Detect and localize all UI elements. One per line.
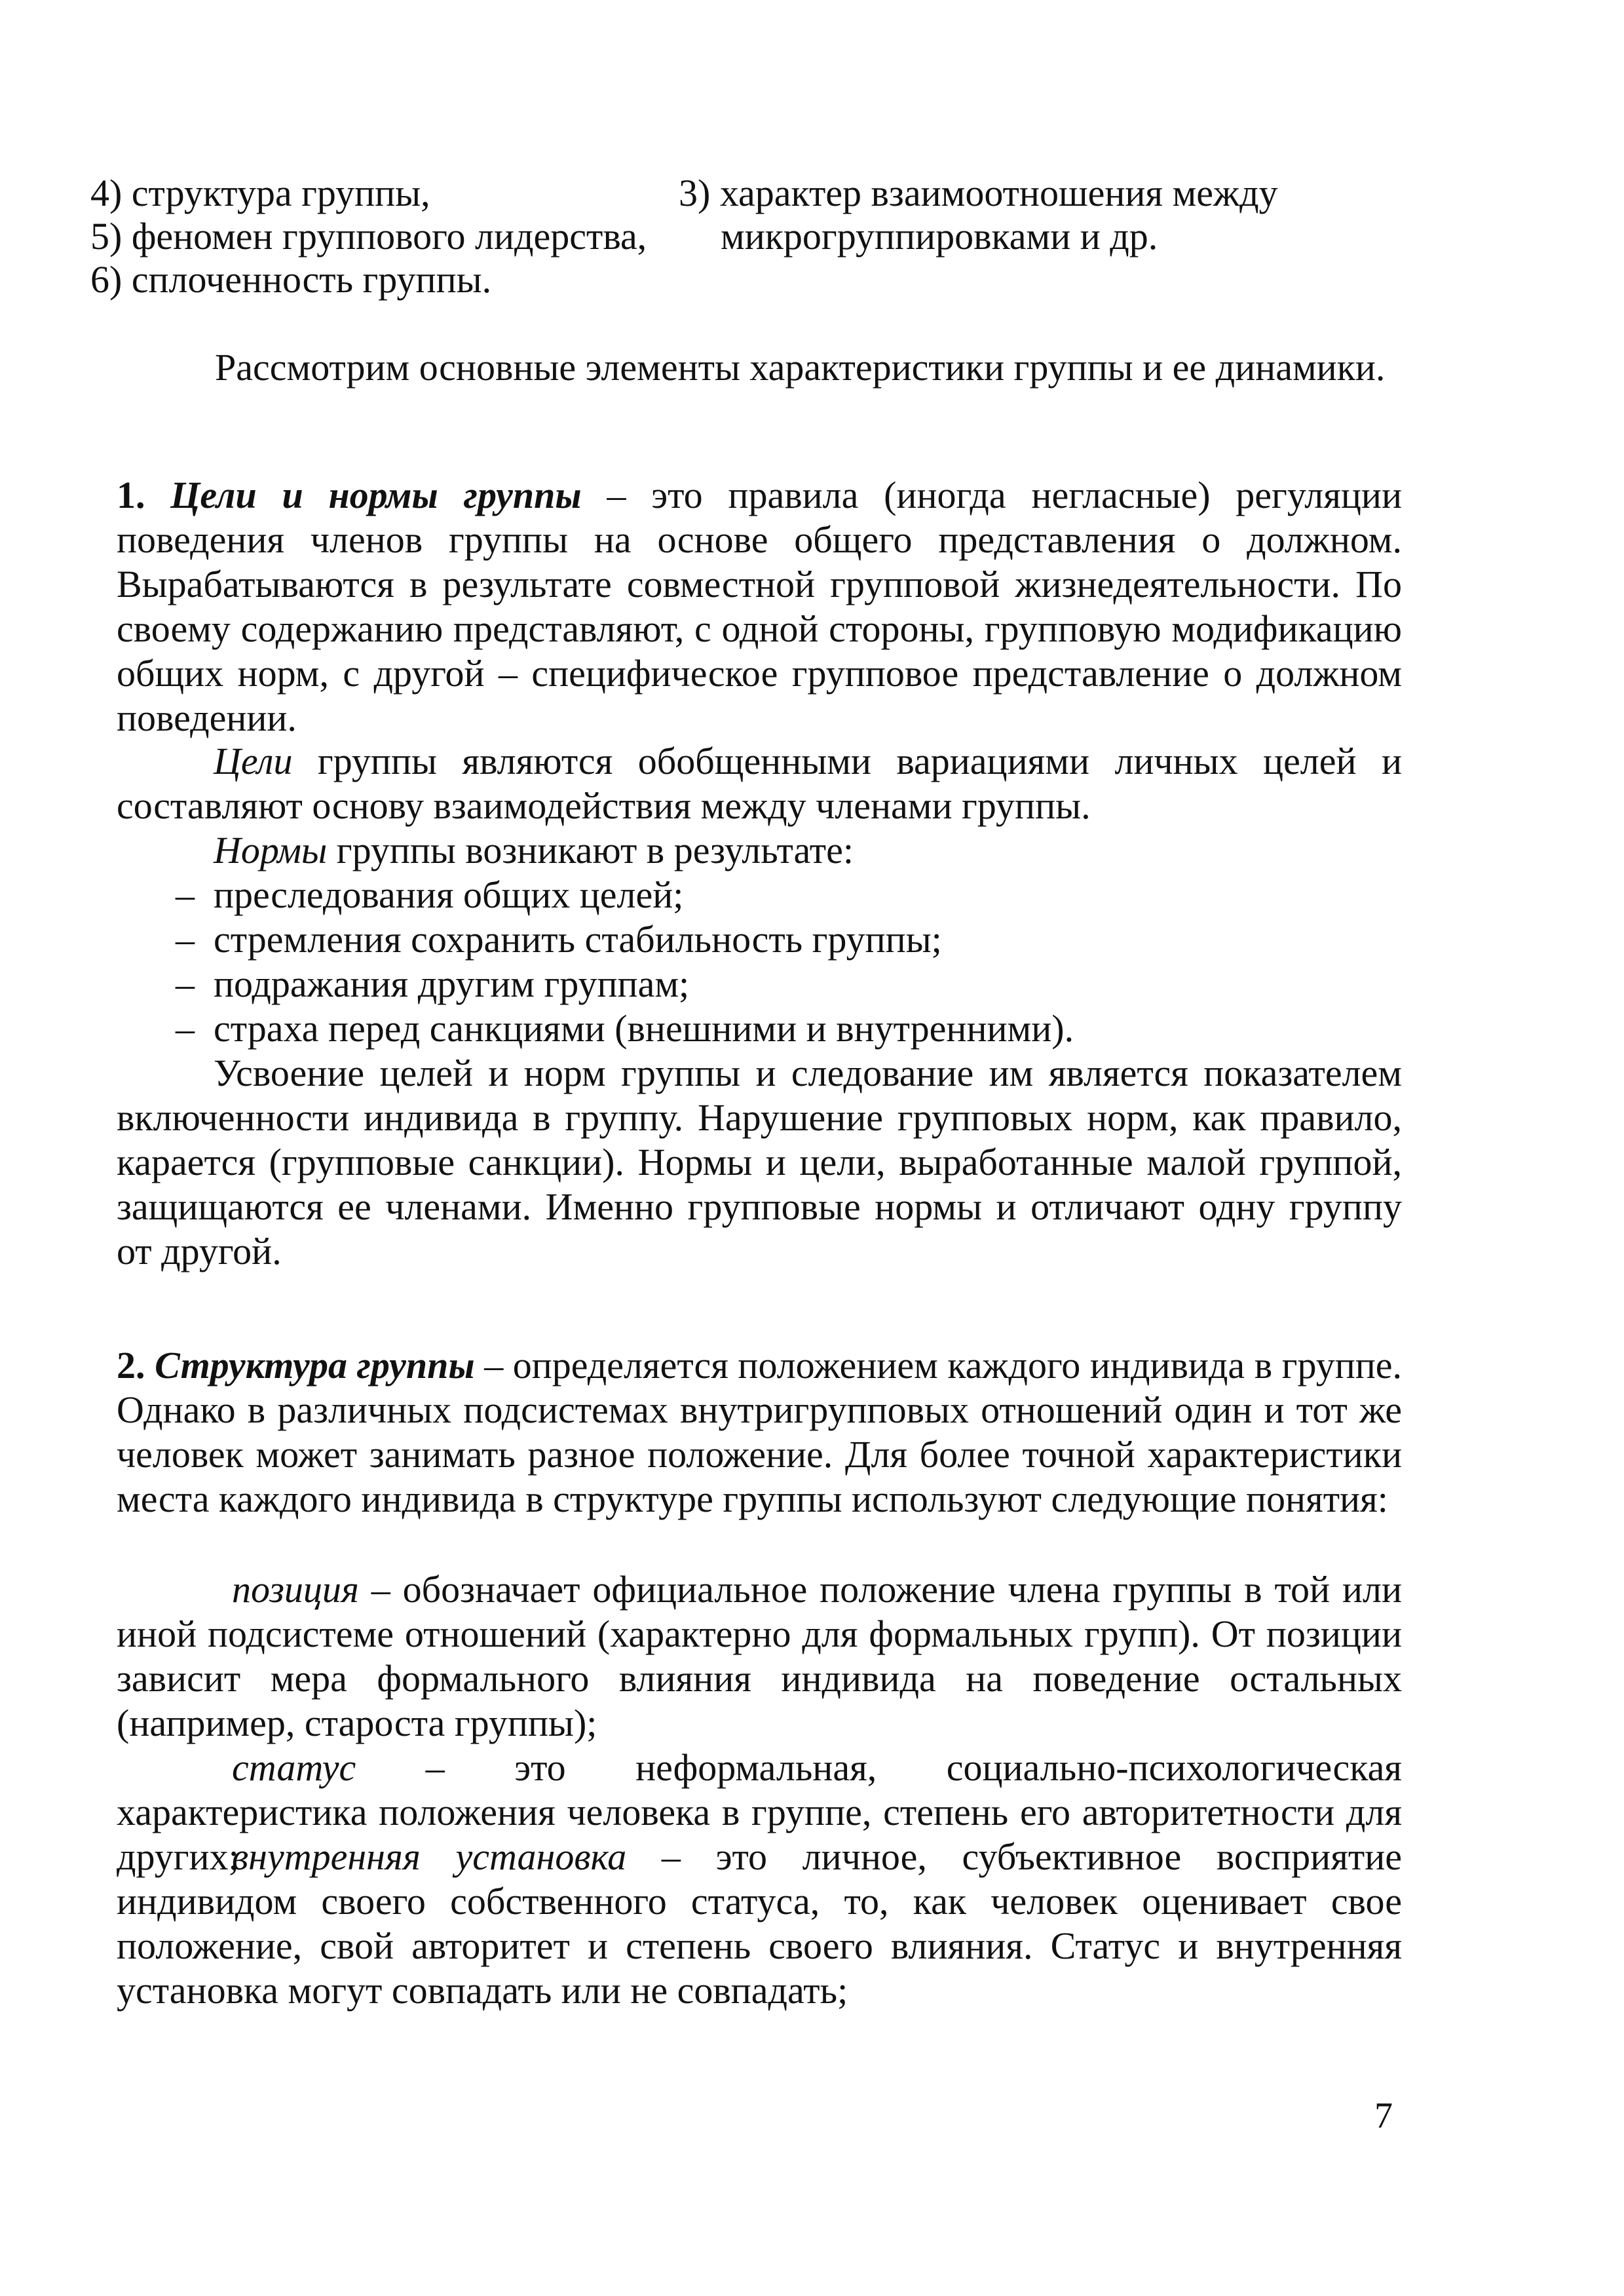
section-1-conclusion: Усвоение целей и норм группы и следование им является показателем включенности индивида в группу. Нарушение групповых норм, как правило, карается (групповые санкции). Нормы и цели, выработанные малой группой, защищаются ее членами. Именно групповые нормы и отличают одну группу от другой. [117,1052,1402,1272]
goals-text: группы являются обобщенными вариациями личных целей и составляют основу взаимодействия между членами группы. [117,740,1402,827]
dash-bullet: – [176,963,195,1005]
status-term: статус [232,1746,356,1789]
section-1-norms-paragraph [117,828,1402,873]
page-number: 7 [1374,2095,1393,2136]
section-1-title: Цели и нормы группы [170,474,582,516]
dash-bullet: – [176,873,195,916]
status-text: – это неформальная, социально-психологическая характеристика положения человека в группе, степень его авторитетности для других; [117,1746,1402,1878]
list-right-item-3-cont: микрогруппировками и др. [721,215,1158,258]
section-2-paragraph [117,1343,1402,1521]
section-1-goals-paragraph [117,739,1402,828]
norms-list-item-2: стремления сохранить стабильность группы; [214,918,942,961]
position-term: позиция [232,1568,359,1611]
position-definition [117,1567,1402,1746]
section-1-paragraph [117,473,1402,740]
position-text: – обозначает официальное положение члена группы в той или иной подсистеме отношений (характерно для формальных групп). От позиции зависит мера формального влияния индивида на поведение остальных (например, староста группы); [117,1568,1402,1744]
list-item [117,962,1402,1006]
section-2-number: 2. [117,1344,145,1387]
dash-bullet: – [176,918,195,961]
list-item [117,873,1402,917]
section-1-number: 1. [117,474,145,516]
section-2-body: – определяется положением каждого индивида в группе. Однако в различных подсистемах внутригрупповых отношений один и тот же человек может занимать разное положение. Для более точной характеристики места каждого индивида в структуре группы используют следующие понятия: [117,1344,1403,1520]
intro-sentence: Рассмотрим основные элементы характеристики группы и ее динамики. [215,346,1386,389]
norms-list-item-1: преследования общих целей; [214,873,684,916]
list-item [117,1006,1402,1051]
norms-list-item-3: подражания другим группам; [214,963,690,1005]
list-left-item-6: 6) сплоченность группы. [90,258,492,301]
goals-term: Цели [214,740,293,782]
section-1-body: – это правила (иногда негласные) регуляции поведения членов группы на основе общего представления о должном. Вырабатываются в результате совместной групповой жизнедеятельности. По своему содержанию представляют, с одной стороны, групповую модификацию общих норм, с другой – специфическое групповое представление о должном поведении. [117,474,1403,739]
section-2-title: Структура группы [155,1344,475,1387]
norms-list-item-4: страха перед санкциями (внешними и внутренними). [214,1007,1074,1050]
attitude-definition [117,1835,1402,2013]
list-left-item-4: 4) структура группы, [90,172,430,214]
list-item [117,917,1402,962]
norms-list [117,873,1402,1051]
norms-text: группы возникают в результате: [327,829,854,871]
dash-bullet: – [176,1007,195,1050]
list-right-item-3: 3) характер взаимоотношения между [679,172,1278,214]
norms-term: Нормы [214,829,328,871]
list-left-item-5: 5) феномен группового лидерства, [90,215,647,258]
attitude-term: внутренняя установка [232,1835,627,1878]
attitude-text: – это личное, субъективное восприятие индивидом своего собственного статуса, то, как человек оценивает свое положение, свой авторитет и степень своего влияния. Статус и внутренняя установка могут совпадать или не совпадать; [117,1835,1402,2012]
